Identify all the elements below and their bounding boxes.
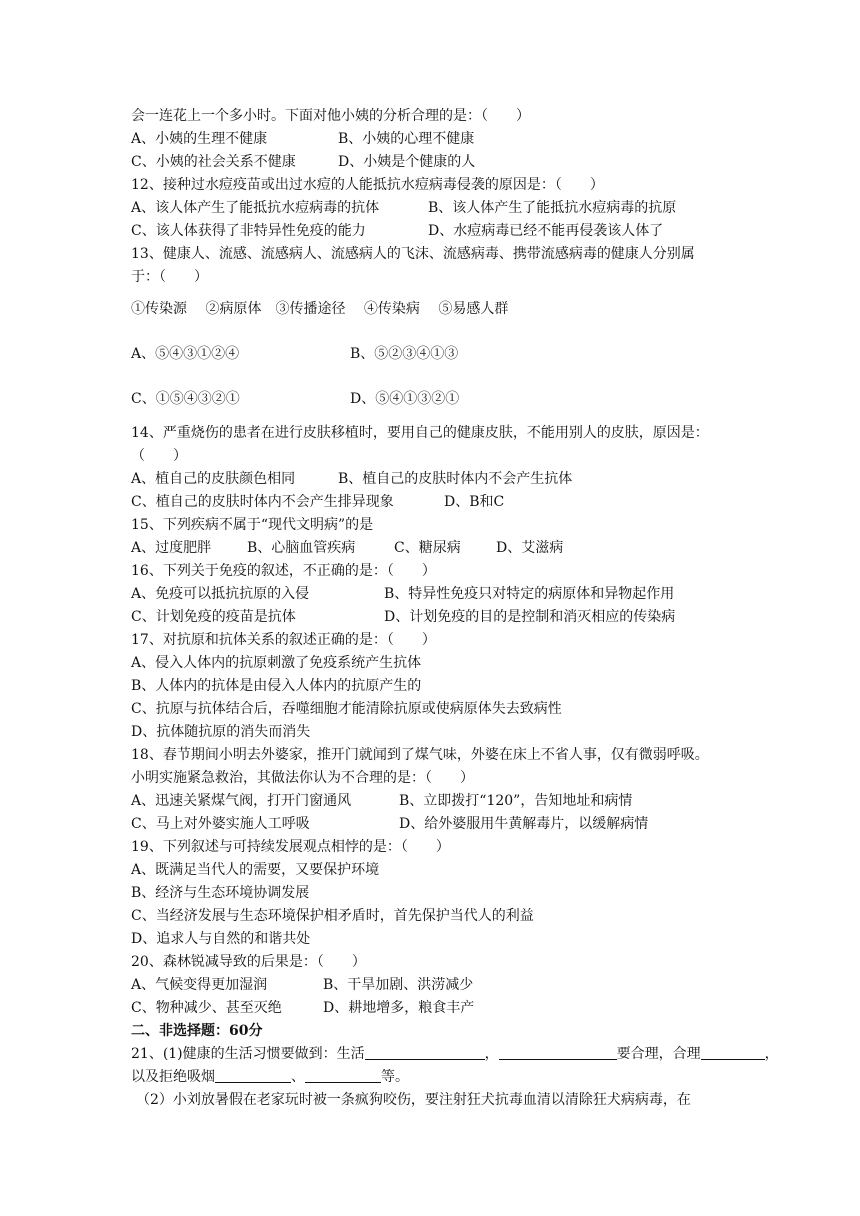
question-17-stem: 17、对抗原和抗体关系的叙述正确的是：（ ）: [131, 632, 436, 648]
q21-text-e: 以及拒绝吸烟: [131, 1069, 215, 1085]
q16-option-a: A、免疫可以抵抗抗原的入侵: [131, 586, 310, 602]
q13-category-list: ①传染源 ②病原体 ③传播途径 ④传染病 ⑤易感人群: [131, 301, 509, 317]
q12-option-b: B、该人体产生了能抵抗水痘病毒的抗原: [428, 200, 677, 216]
q21-text-b: ，: [484, 1046, 499, 1062]
q17-option-d: D、抗体随抗原的消失而消失: [131, 724, 311, 740]
q15-option-c: C、糖尿病: [394, 540, 461, 556]
q15-option-b: B、心脑血管疾病: [247, 540, 356, 556]
q21-text-a: 21、(1)健康的生活习惯要做到：生活: [131, 1046, 365, 1062]
question-12-stem: 12、接种过水痘疫苗或出过水痘的人能抵抗水痘病毒侵袭的原因是：（ ）: [131, 177, 604, 193]
question-14-stem: 14、严重烧伤的患者在进行皮肤移植时，要用自己的健康皮肤，不能用别人的皮肤，原因是：: [131, 425, 709, 441]
q17-option-c: C、抗原与抗体结合后，吞噬细胞才能清除抗原或使病原体失去致病性: [131, 701, 562, 717]
q19-option-b: B、经济与生态环境协调发展: [131, 885, 310, 901]
answer-blank-2[interactable]: [499, 1045, 617, 1060]
q21-text-d: ，: [764, 1046, 779, 1062]
q18-option-d: D、给外婆服用牛黄解毒片，以缓解病情: [399, 816, 649, 832]
q20-option-c: C、物种减少、甚至灭绝: [131, 1000, 282, 1016]
q20-option-a: A、气候变得更加湿润: [131, 977, 268, 993]
question-11-stem-continued: 会一连花上一个多小时。下面对他小姨的分析合理的是：（ ）: [131, 108, 530, 124]
q13-option-d: D、⑤④①③②①: [350, 391, 460, 407]
q11-option-c: C、小姨的社会关系不健康: [131, 154, 296, 170]
q13-option-c: C、①⑤④③②①: [131, 391, 240, 407]
q21-text-f: 、: [291, 1069, 305, 1085]
answer-blank-4[interactable]: [215, 1068, 291, 1083]
q19-option-a: A、既满足当代人的需要，又要保护环境: [131, 862, 380, 878]
question-16-stem: 16、下列关于免疫的叙述，不正确的是：（ ）: [131, 563, 436, 579]
question-15-stem: 15、下列疾病不属于“现代文明病”的是: [131, 517, 374, 533]
q16-option-b: B、特异性免疫只对特定的病原体和异物起作用: [384, 586, 675, 602]
q17-option-a: A、侵入人体内的抗原刺激了免疫系统产生抗体: [131, 655, 422, 671]
q21-text-g: 等。: [381, 1069, 409, 1085]
q11-option-d: D、小姨是个健康的人: [338, 154, 476, 170]
q14-option-b: B、植自己的皮肤时体内不会产生抗体: [338, 471, 573, 487]
question-18-stem-continued: 小明实施紧急救治，其做法你认为不合理的是：（ ）: [131, 770, 474, 786]
q15-option-d: D、艾滋病: [496, 540, 564, 556]
q14-option-a: A、植自己的皮肤颜色相同: [131, 471, 296, 487]
question-14-stem-continued: （ ）: [131, 448, 187, 464]
q14-option-d: D、B和C: [444, 494, 505, 510]
q20-option-d: D、耕地增多，粮食丰产: [323, 1000, 475, 1016]
q13-option-b: B、⑤②③④①③: [350, 346, 459, 362]
q13-option-a: A、⑤④③①②④: [131, 346, 240, 362]
section-2-heading: 二、非选择题：60分: [131, 1023, 263, 1039]
q21-text-c: 要合理，合理: [616, 1046, 701, 1062]
q19-option-c: C、当经济发展与生态环境保护相矛盾时，首先保护当代人的利益: [131, 908, 534, 924]
q17-option-b: B、人体内的抗体是由侵入人体内的抗原产生的: [131, 678, 422, 694]
q19-option-d: D、追求人与自然的和谐共处: [131, 931, 311, 947]
q12-option-a: A、该人体产生了能抵抗水痘病毒的抗体: [131, 200, 380, 216]
q20-option-b: B、干旱加剧、洪涝减少: [323, 977, 474, 993]
answer-blank-1[interactable]: [365, 1045, 485, 1060]
q18-option-c: C、马上对外婆实施人工呼吸: [131, 816, 310, 832]
q12-option-d: D、水痘病毒已经不能再侵袭该人体了: [428, 223, 664, 239]
question-13-stem: 13、健康人、流感、流感病人、流感病人的飞沫、流感病毒、携带流感病毒的健康人分别属: [131, 246, 695, 262]
q18-option-b: B、立即拨打“120”，告知地址和病情: [399, 793, 633, 809]
answer-blank-3[interactable]: [701, 1045, 765, 1060]
q18-option-a: A、迅速关紧煤气阀，打开门窗通风: [131, 793, 352, 809]
q12-option-c: C、该人体获得了非特异性免疫的能力: [131, 223, 366, 239]
question-21-part-2: （2）小刘放暑假在老家玩时被一条疯狗咬伤，要注射狂犬抗毒血清以清除狂犬病病毒，在: [136, 1092, 691, 1108]
question-21-part-1: [131, 1045, 779, 1063]
q15-option-a: A、过度肥胖: [131, 540, 212, 556]
question-19-stem: 19、下列叙述与可持续发展观点相悖的是：（ ）: [131, 839, 450, 855]
question-18-stem: 18、春节期间小明去外婆家，推开门就闻到了煤气味，外婆在床上不省人事，仅有微弱呼吸。: [131, 747, 709, 763]
question-13-stem-continued: 于：（ ）: [131, 269, 208, 285]
q11-option-b: B、小姨的心理不健康: [338, 131, 475, 147]
question-21-part-1-continued: [131, 1068, 409, 1086]
q16-option-c: C、计划免疫的疫苗是抗体: [131, 609, 296, 625]
answer-blank-5[interactable]: [305, 1068, 381, 1083]
question-20-stem: 20、森林锐减导致的后果是：（ ）: [131, 954, 366, 970]
q11-option-a: A、小姨的生理不健康: [131, 131, 268, 147]
q14-option-c: C、植自己的皮肤时体内不会产生排异现象: [131, 494, 394, 510]
q16-option-d: D、计划免疫的目的是控制和消灭相应的传染病: [384, 609, 676, 625]
